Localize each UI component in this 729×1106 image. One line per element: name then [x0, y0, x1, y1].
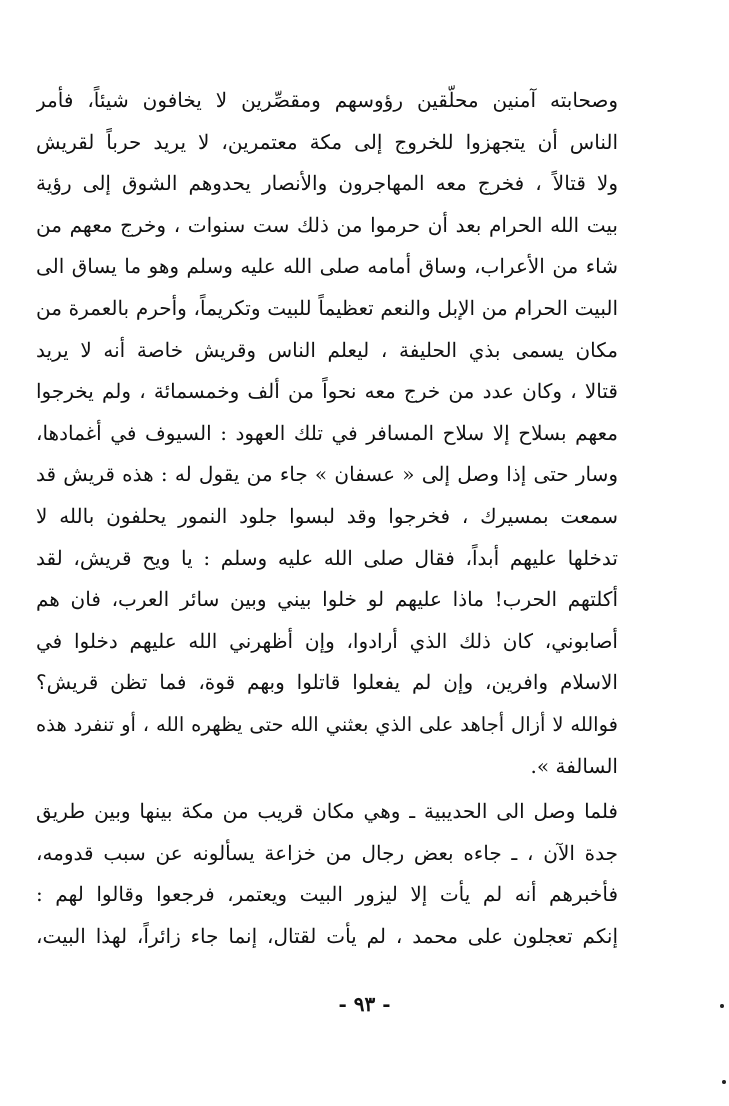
text-line: فلما وصل الى الحديبية ـ وهي مكان قريب من مكة بينها وبين طريق	[36, 799, 618, 824]
text-line: سمعت بمسيرك ، فخرجوا وقد لبسوا جلود النمور يحلفون بالله لا	[36, 503, 618, 528]
text-line: الاسلام وافرين، وإن لم يفعلوا قاتلوا وبهم قوة، فما تظن قريش؟	[36, 670, 618, 695]
text-line: وسار حتى إذا وصل إلى « عسفان » جاء من يقول له : هذه قريش قد	[36, 462, 618, 487]
text-line: أكلتهم الحرب! ماذا عليهم لو خلوا بيني وبين سائر العرب، فان هم	[36, 587, 618, 612]
text-line: جدة الآن ، ـ جاءه بعض رجال من خزاعة يسألونه عن سبب قدومه،	[36, 840, 618, 865]
paragraph-1	[36, 80, 618, 787]
text-line: بيت الله الحرام بعد أن حرموا من ذلك ست سنوات ، وخرج معهم من	[36, 212, 618, 237]
text-line: شاء من الأعراب، وساق أمامه صلى الله عليه وسلم وهو ما يساق الى	[36, 254, 618, 279]
text-line: قتالا ، وكان عدد من خرج معه نحواً من ألف وخمسمائة ، ولم يخرجوا	[36, 379, 618, 404]
text-line: مكان يسمى بذي الحليفة ، ليعلم الناس وقريش خاصة أنه لا يريد	[36, 337, 618, 362]
margin-mark	[722, 1080, 726, 1084]
text-line: الناس أن يتجهزوا للخروج إلى مكة معتمرين، لا يريد حرباً لقريش	[36, 129, 618, 154]
page-body	[36, 80, 618, 957]
page-number: - ٩٣ -	[338, 992, 391, 1016]
text-line: فوالله لا أزال أجاهد على الذي بعثني الله حتى يظهره الله ، أو تنفرد هذه	[36, 712, 618, 736]
text-line: السالفة ».	[530, 753, 618, 778]
text-line: تدخلها عليهم أبداً، فقال صلى الله عليه وسلم : يا ويح قريش، لقد	[36, 545, 618, 570]
text-line: أصابوني، كان ذلك الذي أرادوا، وإن أظهرني الله عليهم دخلوا في	[36, 628, 618, 653]
margin-mark	[720, 1004, 724, 1008]
text-line: فأخبرهم أنه لم يأت إلا ليزور البيت ويعتمر، فرجعوا وقالوا لهم :	[36, 882, 618, 907]
paragraph-2	[36, 791, 618, 957]
text-line: معهم بسلاح إلا سلاح المسافر في تلك العهود : السيوف في أغمادها،	[36, 420, 618, 445]
text-line: ولا قتالاً ، فخرج معه المهاجرون والأنصار يحدوهم الشوق إلى رؤية	[36, 171, 618, 196]
text-line: البيت الحرام من الإبل والنعم تعظيماً للبيت وتكريماً، وأحرم بالعمرة من	[36, 295, 618, 320]
text-line: إنكم تعجلون على محمد ، لم يأت لقتال، إنما جاء زائراً، لهذا البيت،	[36, 923, 618, 948]
text-line: وصحابته آمنين محلّقين رؤوسهم ومقصِّرين لا يخافون شيئاً، فأمر	[36, 88, 618, 112]
